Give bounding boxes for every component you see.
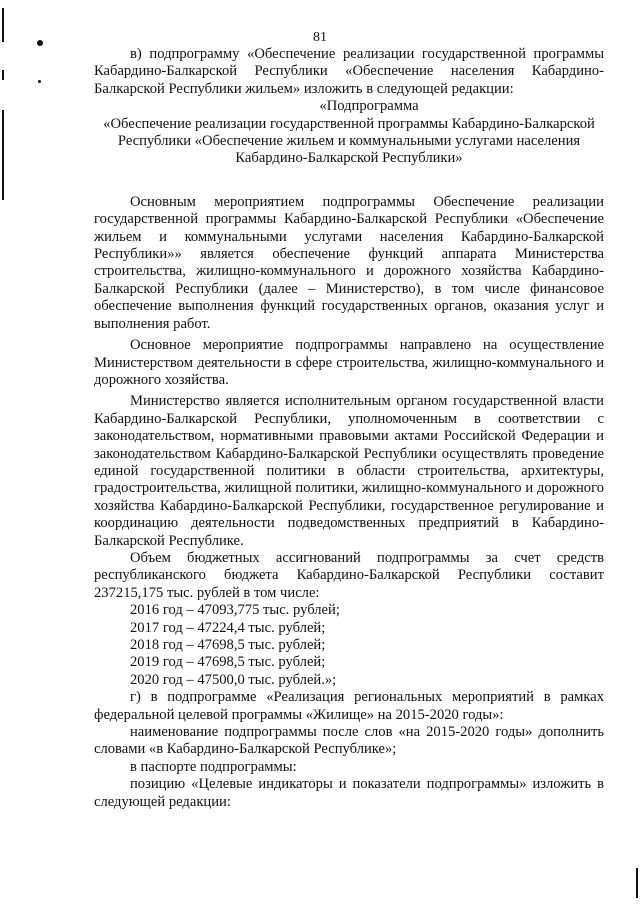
scan-bullet-mark: [38, 80, 41, 83]
budget-year-2019: 2019 год – 47698,5 тыс. рублей;: [130, 654, 326, 671]
scan-edge-mark: [2, 70, 4, 80]
budget-year-2017: 2017 год – 47224,4 тыс. рублей;: [130, 619, 326, 636]
paragraph-passport: в паспорте подпрограммы:: [130, 758, 297, 775]
subprogram-heading-label: «Подпрограмма: [319, 98, 419, 115]
budget-year-2020: 2020 год – 47500,0 тыс. рублей.»;: [130, 671, 337, 688]
page-number: 81: [313, 30, 327, 45]
paragraph-ministry: Министерство является исполнительным органом государственной власти Кабардино-Балкарской Республики, уполномоченным в соответствии с законодательством, нормативными правовыми актами Российской Федерации и законодательством Кабардино-Балкарской Республики осуществлять проведение единой государственной политики в области строительства, архитектуры, градостроительства, жилищной политики, жилищно-коммунального и дорожного хозяйства Кабардино-Балкарской Республики, государственное регулирование и координацию деятельности подведомственных предприятий в Кабардино-Балкарской Республике.: [94, 393, 604, 549]
paragraph-budget: Объем бюджетных ассигнований подпрограммы за счет средств республиканского бюджета Кабардино-Балкарской Республики составит 237215,175 тыс. рублей в том числе:: [94, 549, 604, 601]
scan-edge-mark: [2, 110, 4, 200]
paragraph-activity-direction: Основное мероприятие подпрограммы направлено на осуществление Министерством деятельности в сфере строительства, жилищно-коммунального и дорожного хозяйства.: [94, 337, 604, 388]
subprogram-heading-title: «Обеспечение реализации государственной программы Кабардино-Балкарской Республики «Обеспечение жильем и коммунальными услугами населения Кабардино-Балкарской Республики»: [103, 115, 595, 167]
budget-year-2018: 2018 год – 47698,5 тыс. рублей;: [130, 637, 326, 653]
budget-year-2016: 2016 год – 47093,775 тыс. рублей;: [130, 602, 340, 619]
document-body: [94, 46, 604, 811]
paragraph-target-indicators: позицию «Целевые индикаторы и показатели подпрограммы» изложить в следующей редакции:: [94, 776, 604, 810]
paragraph-v: в) подпрограмму «Обеспечение реализации государственной программы Кабардино-Балкарской Республики «Обеспечение населения Кабардино-Балкарской Республики жильем» изложить в следующей редакции:: [94, 46, 604, 97]
paragraph-g: г) в подпрограмме «Реализация региональных мероприятий в рамках федеральной целевой программы «Жилище» на 2015-2020 годы»:: [94, 689, 604, 723]
paragraph-main-activity: Основным мероприятием подпрограммы Обеспечение реализации государственной программы Кабардино-Балкарской Республики «Обеспечение жильем и коммунальными услугами населения Кабардино-Балкарской Республики»» является обеспечение функций аппарата Министерства строительства, жилищно-коммунального и дорожного хозяйства Кабардино-Балкарской Республики (далее – Министерство), в том числе финансовое обеспечение выполнения функций государственных органов, оказания услуг и выполнения работ.: [94, 193, 604, 332]
paragraph-subprogram-name: наименование подпрограммы после слов «на 2015-2020 годы» дополнить словами «в Кабардино-Балкарской Республике»;: [94, 724, 604, 758]
scan-edge-mark: [636, 868, 638, 898]
